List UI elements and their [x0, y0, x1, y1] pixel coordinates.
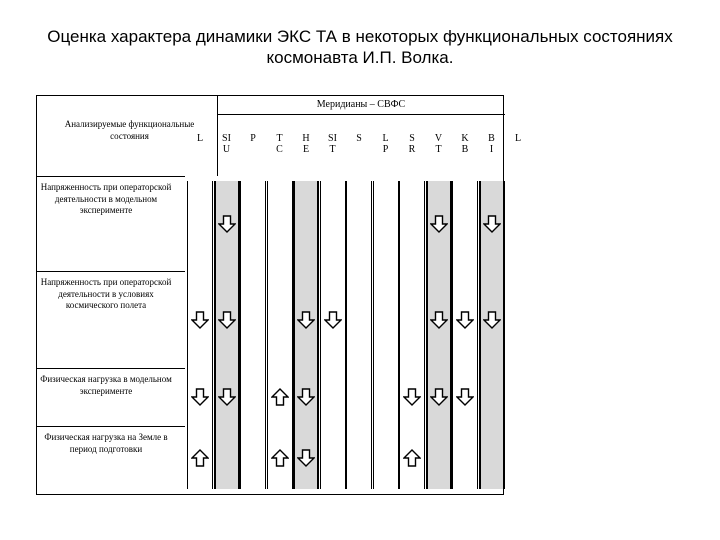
arrow-down-outline-icon [191, 311, 209, 329]
column-header: K B [461, 133, 469, 155]
meridian-column [399, 181, 425, 489]
column-header: L [196, 133, 204, 144]
meridian-column [187, 181, 213, 489]
arrow-down-outline-icon [403, 388, 421, 406]
arrow-down-outline-icon [430, 311, 448, 329]
arrow-up-outline-icon [271, 388, 289, 406]
arrow-down-outline-icon [430, 388, 448, 406]
meridian-column [267, 181, 293, 489]
arrow-up-outline-icon [403, 449, 421, 467]
meridian-column [452, 181, 478, 489]
row-divider [37, 271, 185, 272]
column-header: V T [434, 133, 443, 155]
column-header: S [356, 133, 362, 144]
meridian-column [293, 181, 319, 489]
slide-title: Оценка характера динамики ЭКС ТА в некоторых функциональных состояниях космонавта И.П. Волка. [47, 27, 673, 67]
column-header: L P [382, 133, 389, 155]
arrow-down-outline-icon [483, 311, 501, 329]
corner-label: Анализируемые функциональные состояния [64, 119, 195, 141]
arrow-down-outline-icon [297, 388, 315, 406]
row-divider [37, 368, 185, 369]
column-header: T C [276, 133, 283, 155]
row-label: Напряженность при операторской деятельности в модельном эксперименте [40, 182, 172, 215]
column-header: SI T [328, 133, 337, 155]
meridian-column [346, 181, 372, 489]
arrow-down-outline-icon [218, 311, 236, 329]
arrow-up-outline-icon [191, 449, 209, 467]
row-divider [37, 176, 185, 177]
meridian-column [373, 181, 399, 489]
column-header: L [514, 133, 522, 144]
arrow-up-outline-icon [271, 449, 289, 467]
column-header: B I [488, 133, 495, 155]
arrow-down-outline-icon [456, 311, 474, 329]
row-label: Физическая нагрузка в модельном эксперименте [40, 374, 172, 396]
meridian-column [320, 181, 346, 489]
arrow-down-outline-icon [456, 388, 474, 406]
column-header: H E [302, 133, 310, 155]
arrow-down-outline-icon [191, 388, 209, 406]
row-label: Напряженность при операторской деятельности в условиях космического полета [40, 277, 172, 310]
arrow-down-outline-icon [218, 215, 236, 233]
meridian-divider [217, 114, 505, 115]
row-divider [37, 426, 185, 427]
column-header: S R [408, 133, 416, 155]
arrow-down-outline-icon [218, 388, 236, 406]
arrow-down-outline-icon [297, 311, 315, 329]
row-label: Физическая нагрузка на Земле в период подготовки [44, 432, 168, 454]
arrow-down-outline-icon [297, 449, 315, 467]
arrow-down-outline-icon [324, 311, 342, 329]
column-header: P [250, 133, 256, 144]
arrow-down-outline-icon [430, 215, 448, 233]
arrow-down-outline-icon [483, 215, 501, 233]
meridian-caption: Меридианы – СВФС [316, 99, 406, 110]
column-header: SI U [222, 133, 231, 155]
meridian-column [240, 181, 266, 489]
results-table [36, 95, 522, 495]
